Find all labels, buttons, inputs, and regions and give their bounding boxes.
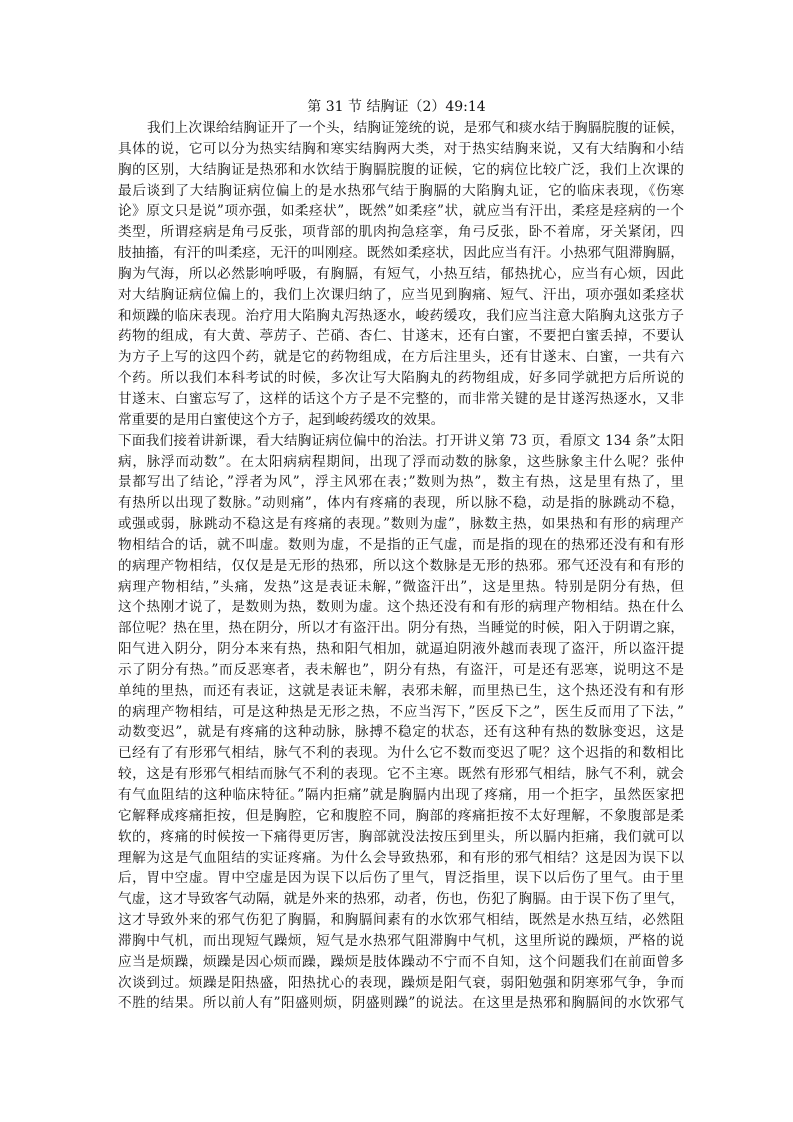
text-line: 甘遂末、白蜜忘写了，这样的话这个方子是不完整的，而非常关键的是甘遂泻热逐水，又非	[118, 390, 684, 407]
text-line: 我们上次课给结胸证开了一个头，结胸证笼统的说，是邪气和痰水结于胸膈脘腹的证候，	[147, 120, 684, 136]
text-line: 常重要的是用白蜜使这个方子，起到峻药缓攻的效果。	[118, 411, 445, 428]
text-line: 最后谈到了大结胸证病位偏上的是水热邪气结于胸膈的大陷胸丸证，它的临床表现，《伤寒	[118, 182, 684, 199]
text-line: 示了阴分有热。”而反恶寒者，表未解也”，阴分有热，有盗汗，可是还有恶寒，说明这不是	[118, 661, 684, 678]
paragraph	[118, 431, 684, 1015]
section-title: 第 31 节 结胸证（2）49:14	[307, 99, 486, 115]
text-line: 它解释成疼痛拒按，但是胸腔，它和腹腔不同，胸部的疼痛拒按不太好理解，不象腹部是柔	[118, 807, 684, 824]
text-line: 胸为气海，所以必然影响呼吸，有胸膈，有短气，小热互结，郁热扰心，应当有心烦，因此	[118, 265, 684, 282]
text-line: 已经有了有形邪气相结，脉气不利的表现。为什么它不数而变迟了呢？这个迟指的和数相比	[118, 745, 684, 762]
text-line: 动数变迟”，就是有疼痛的这种动脉，脉搏不稳定的状态，还有这种有热的数脉变迟，这是	[118, 724, 684, 741]
text-line: 理解为这是气血阻结的实证疼痛。为什么会导致热邪，和有形的邪气相结？这是因为误下以	[118, 849, 684, 866]
document-body	[118, 118, 684, 1014]
text-line: 阳气进入阴分，阴分本来有热，热和阳气相加，就逼迫阴液外越而表现了盗汗，所以盗汗提	[118, 641, 684, 658]
text-line: 下面我们接着讲新课，看大结胸证病位偏中的治法。打开讲义第 73 页，看原文 134 条”太阳	[118, 432, 684, 449]
text-line: 肢抽搐，有汗的叫柔痉，无汗的叫刚痉。既然如柔痉状，因此应当有汗。小热邪气阻滞胸膈，	[118, 245, 684, 262]
text-line: 后，胃中空虚。胃中空虚是因为误下以后伤了里气，胃泛指里，误下以后伤了里气。由于里	[118, 870, 684, 887]
paragraph	[118, 118, 684, 431]
text-line: 景都写出了结论，”浮者为风”，浮主风邪在表；”数则为热”，数主有热，这是里有热了，里	[118, 474, 684, 491]
text-line: 的病理产物相结，可是这种热是无形之热，不应当泻下，”医反下之”，医生反而用了下法，”	[118, 703, 684, 720]
text-line: 药物的组成，有大黄、葶苈子、芒硝、杏仁、甘遂末，还有白蜜，不要把白蜜丢掉，不要认	[118, 328, 684, 345]
text-line: 类型，所谓痉病是角弓反张，项背部的肌肉拘急痉挛，角弓反张，卧不着席，牙关紧闭，四	[118, 224, 684, 241]
text-line: 具体的说，它可以分为热实结胸和寒实结胸两大类，对于热实结胸来说，又有大结胸和小结	[118, 140, 684, 157]
text-line: 软的，疼痛的时候按一下痛得更厉害，胸部就没法按压到里头，所以膈内拒痛，我们就可以	[118, 828, 684, 845]
text-line: 有气血阻结的这种临床特征。”隔内拒痛”就是胸膈内出现了疼痛，用一个拒字，虽然医家把	[118, 787, 684, 803]
text-line: 滞胸中气机，而出现短气躁烦，短气是水热邪气阻滞胸中气机，这里所说的躁烦，严格的说	[118, 932, 684, 949]
text-line: 不胜的结果。所以前人有”阳盛则烦，阴盛则躁”的说法。在这里是热邪和胸膈间的水饮邪气	[118, 995, 684, 1012]
text-line: 气虚，这才导致客气动隔，就是外来的热邪，动者，伤也，伤犯了胸膈。由于误下伤了里气，	[118, 891, 684, 908]
text-line: 论》原文只是说”项亦强，如柔痉状”，既然”如柔痉”状，就应当有汗出，柔痉是痉病的一个	[118, 203, 684, 220]
text-line: 对大结胸证病位偏上的，我们上次课归纳了，应当见到胸痛、短气、汗出，项亦强如柔痉状	[118, 286, 684, 303]
text-line: 病理产物相结，”头痛，发热”这是表证未解，”微盗汗出”，这是里热。特别是阴分有热，但	[118, 578, 684, 595]
text-line: 物相结合的话，就不叫虚。数则为虚，不是指的正气虚，而是指的现在的热邪还没有和有形	[118, 536, 684, 553]
text-line: 次谈到过。烦躁是阳热盛，阳热扰心的表现，躁烦是阳气衰，弱阳勉强和阴寒邪气争，争而	[118, 974, 684, 991]
text-line: 应当是烦躁，烦躁是因心烦而躁，躁烦是肢体躁动不宁而不自知，这个问题我们在前面曾多	[118, 953, 684, 970]
text-line: 为方子上写的这四个药，就是它的药物组成，在方后注里头，还有甘遂末、白蜜，一共有六	[118, 349, 684, 366]
text-line: 和烦躁的临床表现。治疗用大陷胸丸泻热逐水，峻药缓攻，我们应当注意大陷胸丸这张方子	[118, 307, 684, 324]
text-line: 部位呢？热在里，热在阴分，所以才有盗汗出。阴分有热，当睡觉的时候，阳入于阴谓之寐，	[118, 620, 684, 637]
text-line: 病，脉浮而动数”。在太阳病病程期间，出现了浮而动数的脉象，这些脉象主什么呢？张仲	[118, 453, 684, 470]
text-line: 胸的区别，大结胸证是热邪和水饮结于胸膈脘腹的证候，它的病位比较广泛，我们上次课的	[118, 161, 684, 178]
text-line: 有热所以出现了数脉。”动则痛”，体内有疼痛的表现，所以脉不稳，动是指的脉跳动不稳，	[118, 495, 684, 512]
text-line: 较，这是有形邪气相结而脉气不利的表现。它不主寒。既然有形邪气相结，脉气不利，就会	[118, 766, 684, 783]
text-line: 的病理产物相结，仅仅是是无形的热邪，所以这个数脉是无形的热邪。邪气还没有和有形的	[118, 557, 684, 574]
text-line: 这个热刚才说了，是数则为热，数则为虚。这个热还没有和有形的病理产物相结。热在什么	[118, 599, 684, 616]
text-line: 或强或弱，脉跳动不稳这是有疼痛的表现。”数则为虚”，脉数主热，如果热和有形的病理产	[118, 516, 684, 533]
text-line: 个药。所以我们本科考试的时候，多次让写大陷胸丸的药物组成，好多同学就把方后所说的	[118, 370, 684, 387]
text-line: 单纯的里热，而还有表证，这就是表证未解，表邪未解，而里热已生，这个热还没有和有形	[118, 682, 684, 699]
text-line: 这才导致外来的邪气伤犯了胸膈，和胸膈间素有的水饮邪气相结，既然是水热互结，必然阻	[118, 912, 684, 929]
